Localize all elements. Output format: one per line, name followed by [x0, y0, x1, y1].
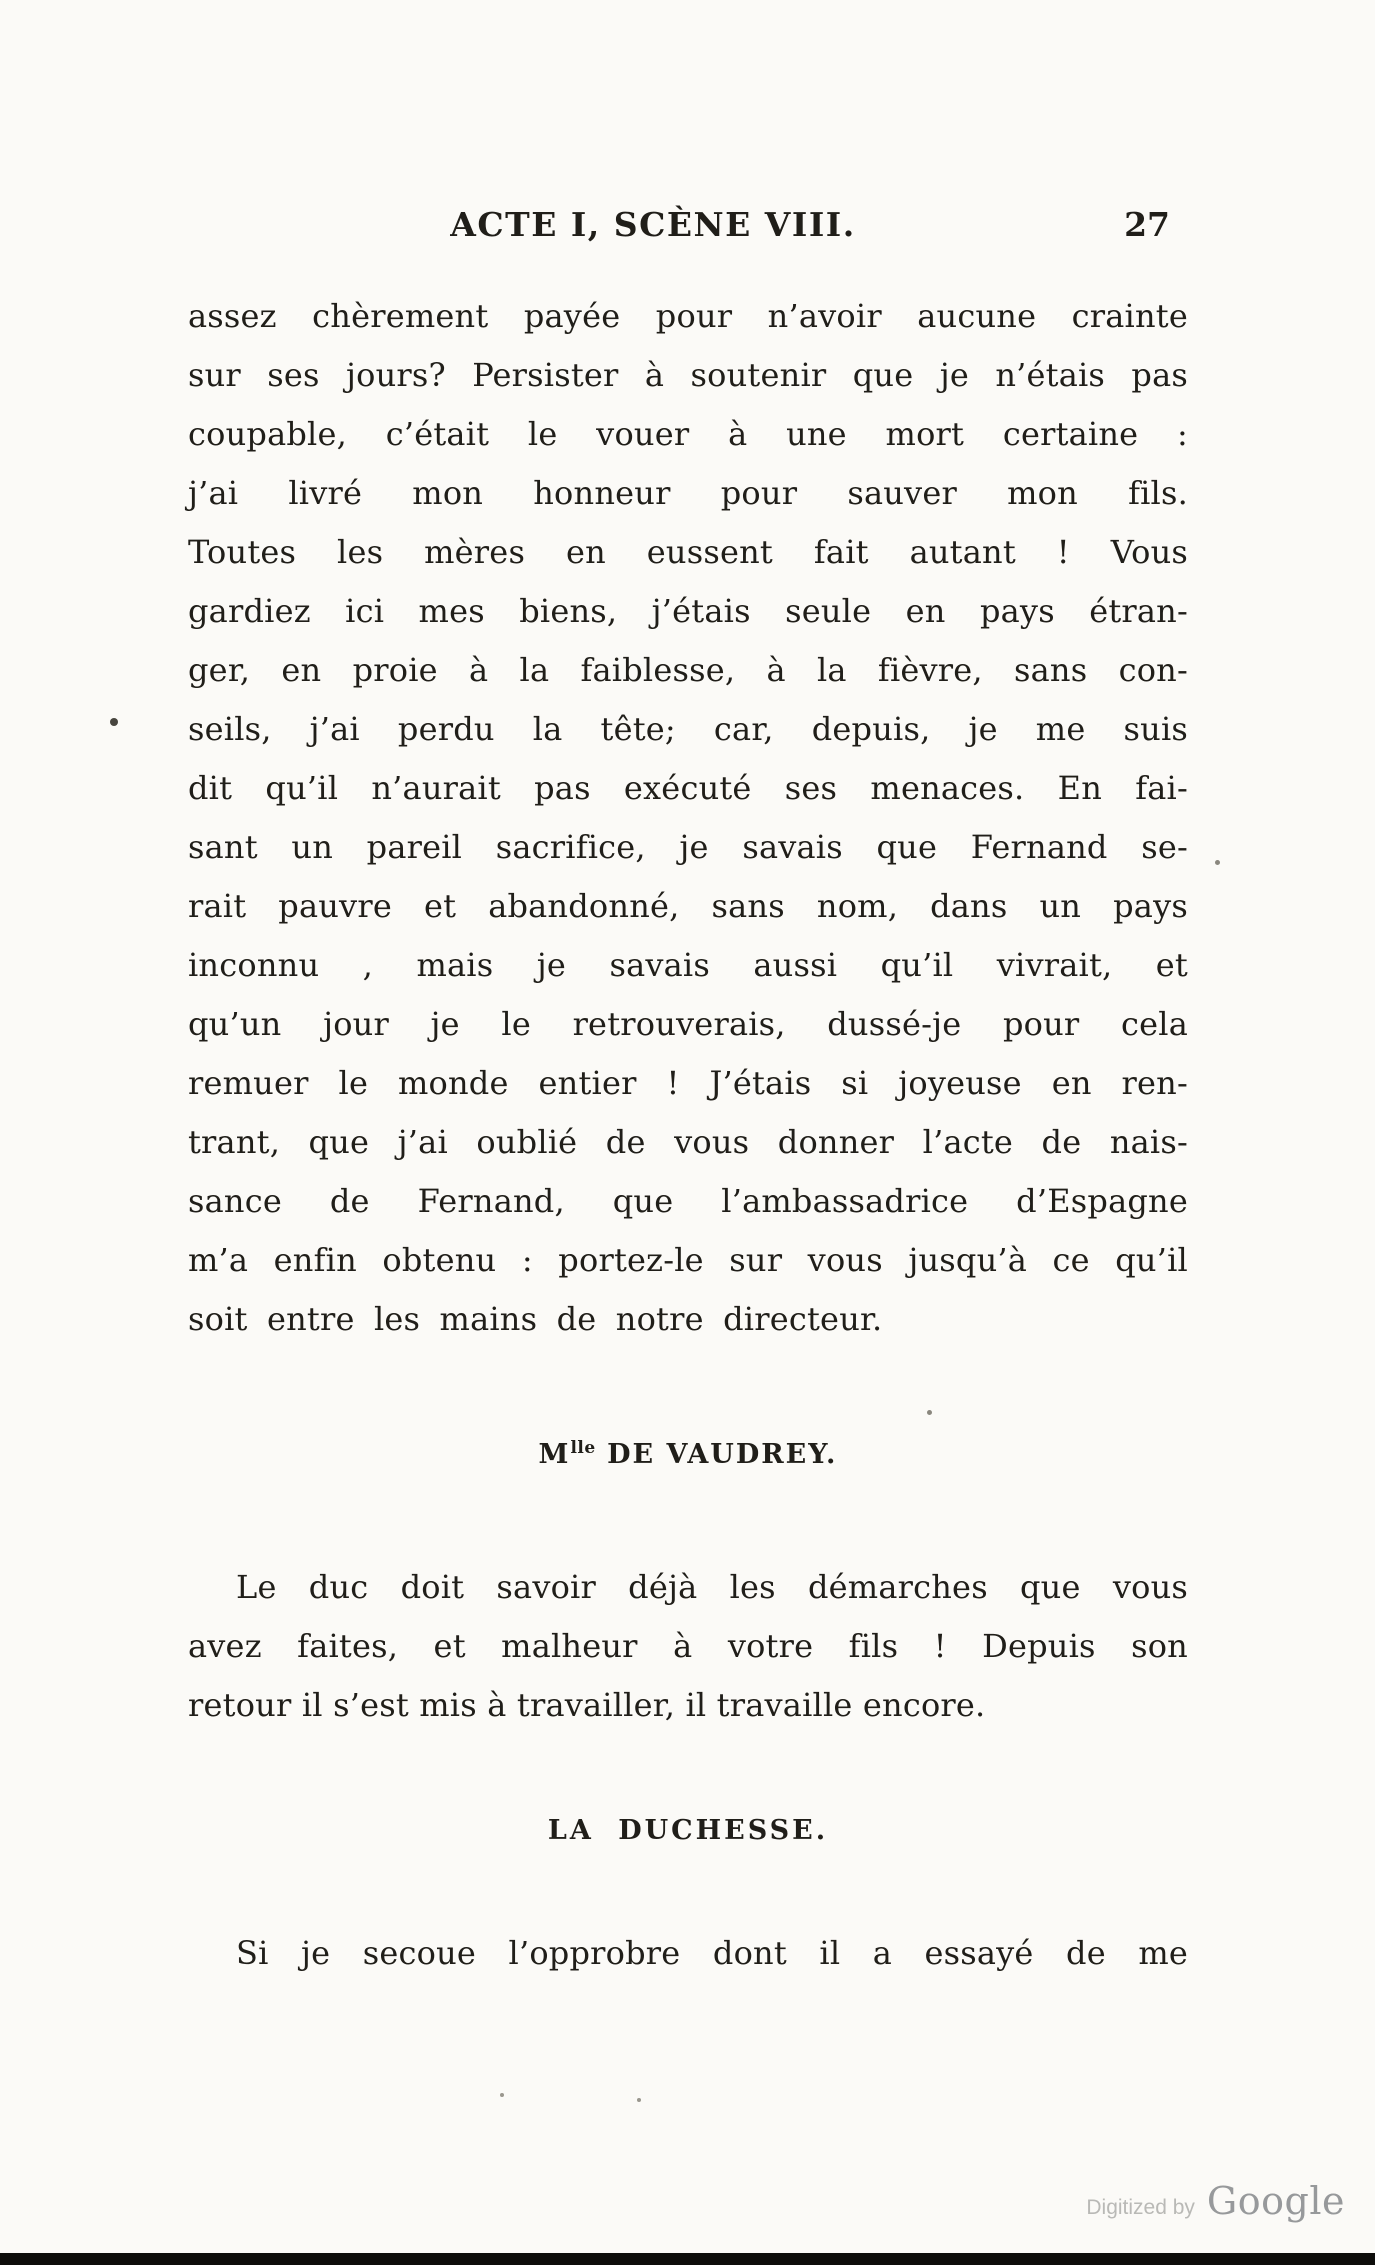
text-line: assez chèrement payée pour n’avoir aucune crainte	[188, 297, 1188, 335]
text-line: m’a enfin obtenu : portez-le sur vous jusqu’à ce qu’il	[188, 1241, 1188, 1279]
speaker-superscript: lle	[570, 1438, 596, 1458]
ink-speck	[1215, 860, 1220, 865]
ink-speck	[927, 1410, 932, 1415]
text-line: Si je secoue l’opprobre dont il a essayé de me	[236, 1934, 1188, 1972]
text-line: trant, que j’ai oublié de vous donner l’acte de nais-	[188, 1123, 1188, 1161]
page-number: 27	[1124, 205, 1170, 244]
text-line: Le duc doit savoir déjà les démarches que vous	[236, 1568, 1188, 1606]
text-line: sant un pareil sacrifice, je savais que Fernand se-	[188, 828, 1188, 866]
google-logo: Google	[1206, 2179, 1345, 2223]
ink-speck	[500, 2093, 504, 2097]
ink-speck	[637, 2098, 641, 2102]
scan-edge	[0, 2253, 1375, 2265]
text-line: qu’un jour je le retrouverais, dussé-je pour cela	[188, 1005, 1188, 1043]
page-header	[188, 205, 1188, 251]
speaker-heading-duchesse: LA DUCHESSE.	[547, 1815, 829, 1846]
text-line: j’ai livré mon honneur pour sauver mon fils.	[188, 474, 1188, 512]
ink-speck	[110, 718, 118, 726]
text-line: sance de Fernand, que l’ambassadrice d’Espagne	[188, 1182, 1188, 1220]
text-line: seils, j’ai perdu la tête; car, depuis, je me suis	[188, 710, 1188, 748]
watermark	[1086, 2179, 1345, 2223]
speaker-name-prefix: M	[538, 1439, 571, 1470]
text-line: coupable, c’était le vouer à une mort certaine :	[188, 415, 1188, 453]
text-line: Toutes les mères en eussent fait autant ! Vous	[188, 533, 1188, 571]
text-line: avez faites, et malheur à votre fils ! Depuis son	[188, 1627, 1188, 1665]
digitized-by-label: Digitized by	[1086, 2196, 1195, 2219]
text-block	[188, 205, 1188, 1983]
text-line: dit qu’il n’aurait pas exécuté ses menaces. En fai-	[188, 769, 1188, 807]
running-title: ACTE I, SCÈNE VIII.	[450, 205, 856, 244]
text-line: retour il s’est mis à travailler, il travaille encore.	[188, 1686, 986, 1724]
text-line: inconnu , mais je savais aussi qu’il vivrait, et	[188, 946, 1188, 984]
text-line: soit entre les mains de notre directeur.	[188, 1300, 883, 1338]
speech-duchesse-second	[188, 1924, 1188, 1983]
speech-duchesse-continuation	[188, 287, 1188, 1349]
speaker-heading-vaudrey	[188, 1439, 1188, 1470]
text-line: gardiez ici mes biens, j’étais seule en pays étran-	[188, 592, 1188, 630]
text-line: sur ses jours? Persister à soutenir que je n’étais pas	[188, 356, 1188, 394]
speaker-name-rest: DE VAUDREY.	[595, 1439, 838, 1470]
text-line: ger, en proie à la faiblesse, à la fièvre, sans con-	[188, 651, 1188, 689]
text-line: rait pauvre et abandonné, sans nom, dans un pays	[188, 887, 1188, 925]
text-line: remuer le monde entier ! J’étais si joyeuse en ren-	[188, 1064, 1188, 1102]
speech-vaudrey	[188, 1558, 1188, 1735]
